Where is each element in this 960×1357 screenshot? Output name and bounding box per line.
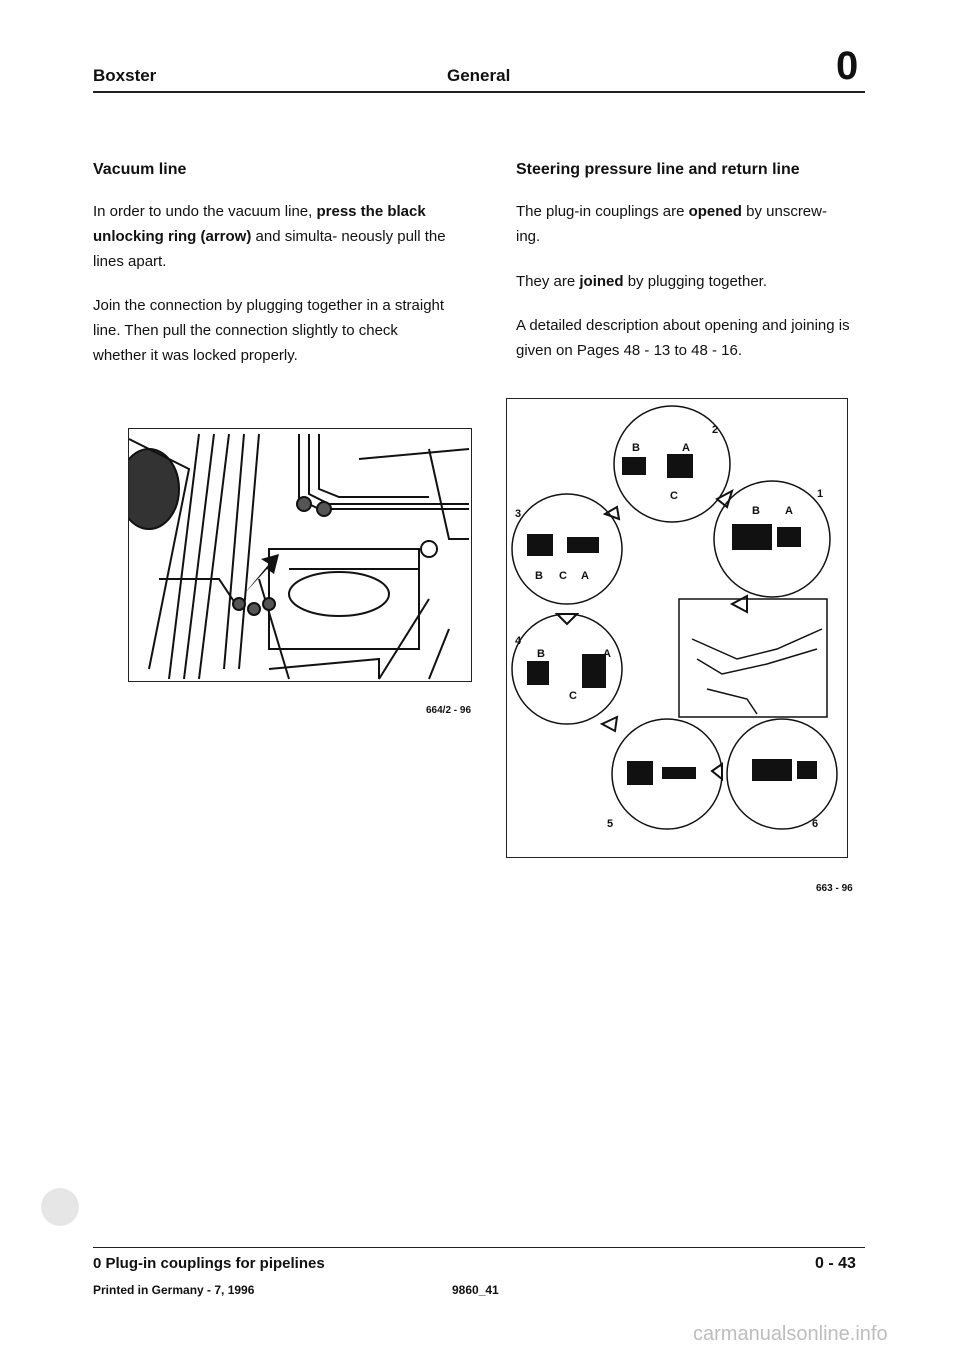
label-1: 1 bbox=[817, 488, 824, 500]
label-a-1: A bbox=[785, 505, 793, 517]
printed-info: Printed in Germany - 7, 1996 bbox=[93, 1283, 255, 1297]
left-heading: Vacuum line bbox=[93, 161, 187, 178]
label-a-3: A bbox=[581, 570, 589, 582]
right-paragraph-1: The plug-in couplings are opened by unscrew- ing. bbox=[516, 203, 827, 245]
footer-title: 0 Plug-in couplings for pipelines bbox=[93, 1255, 325, 1272]
right-heading: Steering pressure line and return line bbox=[516, 161, 800, 178]
left-figure-caption: 664/2 - 96 bbox=[426, 705, 472, 716]
label-2: 2 bbox=[712, 424, 719, 436]
page-number: 0 - 43 bbox=[815, 1255, 856, 1272]
header-rule bbox=[93, 91, 865, 93]
label-b-4: B bbox=[537, 648, 545, 660]
header-center: General bbox=[447, 66, 511, 85]
label-c-2: C bbox=[670, 490, 678, 502]
label-c-4: C bbox=[569, 690, 577, 702]
right-figure-caption: 663 - 96 bbox=[816, 883, 853, 894]
overview-inset bbox=[679, 599, 827, 717]
right-paragraph-2: They are joined by plugging together. bbox=[516, 273, 767, 290]
header-left: Boxster bbox=[93, 66, 157, 85]
right-paragraph-3: A detailed description about opening and joining is given on Pages 48 - 13 to 48 - 16. bbox=[516, 317, 850, 359]
label-b-2: B bbox=[632, 442, 640, 454]
label-3: 3 bbox=[515, 508, 522, 520]
label-c-3: C bbox=[559, 570, 567, 582]
left-paragraph-1: In order to undo the vacuum line, press the black unlocking ring (arrow) and simulta- neously pull the lines apart. bbox=[93, 203, 446, 270]
coupling-diagram-figure bbox=[506, 398, 848, 858]
document-code: 9860_41 bbox=[452, 1283, 499, 1297]
watermark: carmanualsonline.info bbox=[693, 1323, 888, 1345]
punch-hole bbox=[41, 1188, 79, 1226]
coupling-diagram bbox=[507, 399, 847, 857]
label-b-3: B bbox=[535, 570, 543, 582]
vacuum-line-illustration bbox=[129, 429, 471, 681]
label-5: 5 bbox=[607, 818, 614, 830]
label-a-2: A bbox=[682, 442, 690, 454]
chapter-number: 0 bbox=[836, 44, 859, 88]
label-6: 6 bbox=[812, 818, 819, 830]
label-4: 4 bbox=[515, 635, 522, 647]
label-b-1: B bbox=[752, 505, 760, 517]
label-a-4: A bbox=[603, 648, 611, 660]
left-paragraph-2: Join the connection by plugging together in a straight line. Then pull the connection slightly to check whether it was locked properly. bbox=[93, 297, 445, 364]
footer-rule bbox=[93, 1247, 865, 1248]
vacuum-line-figure bbox=[128, 428, 472, 682]
